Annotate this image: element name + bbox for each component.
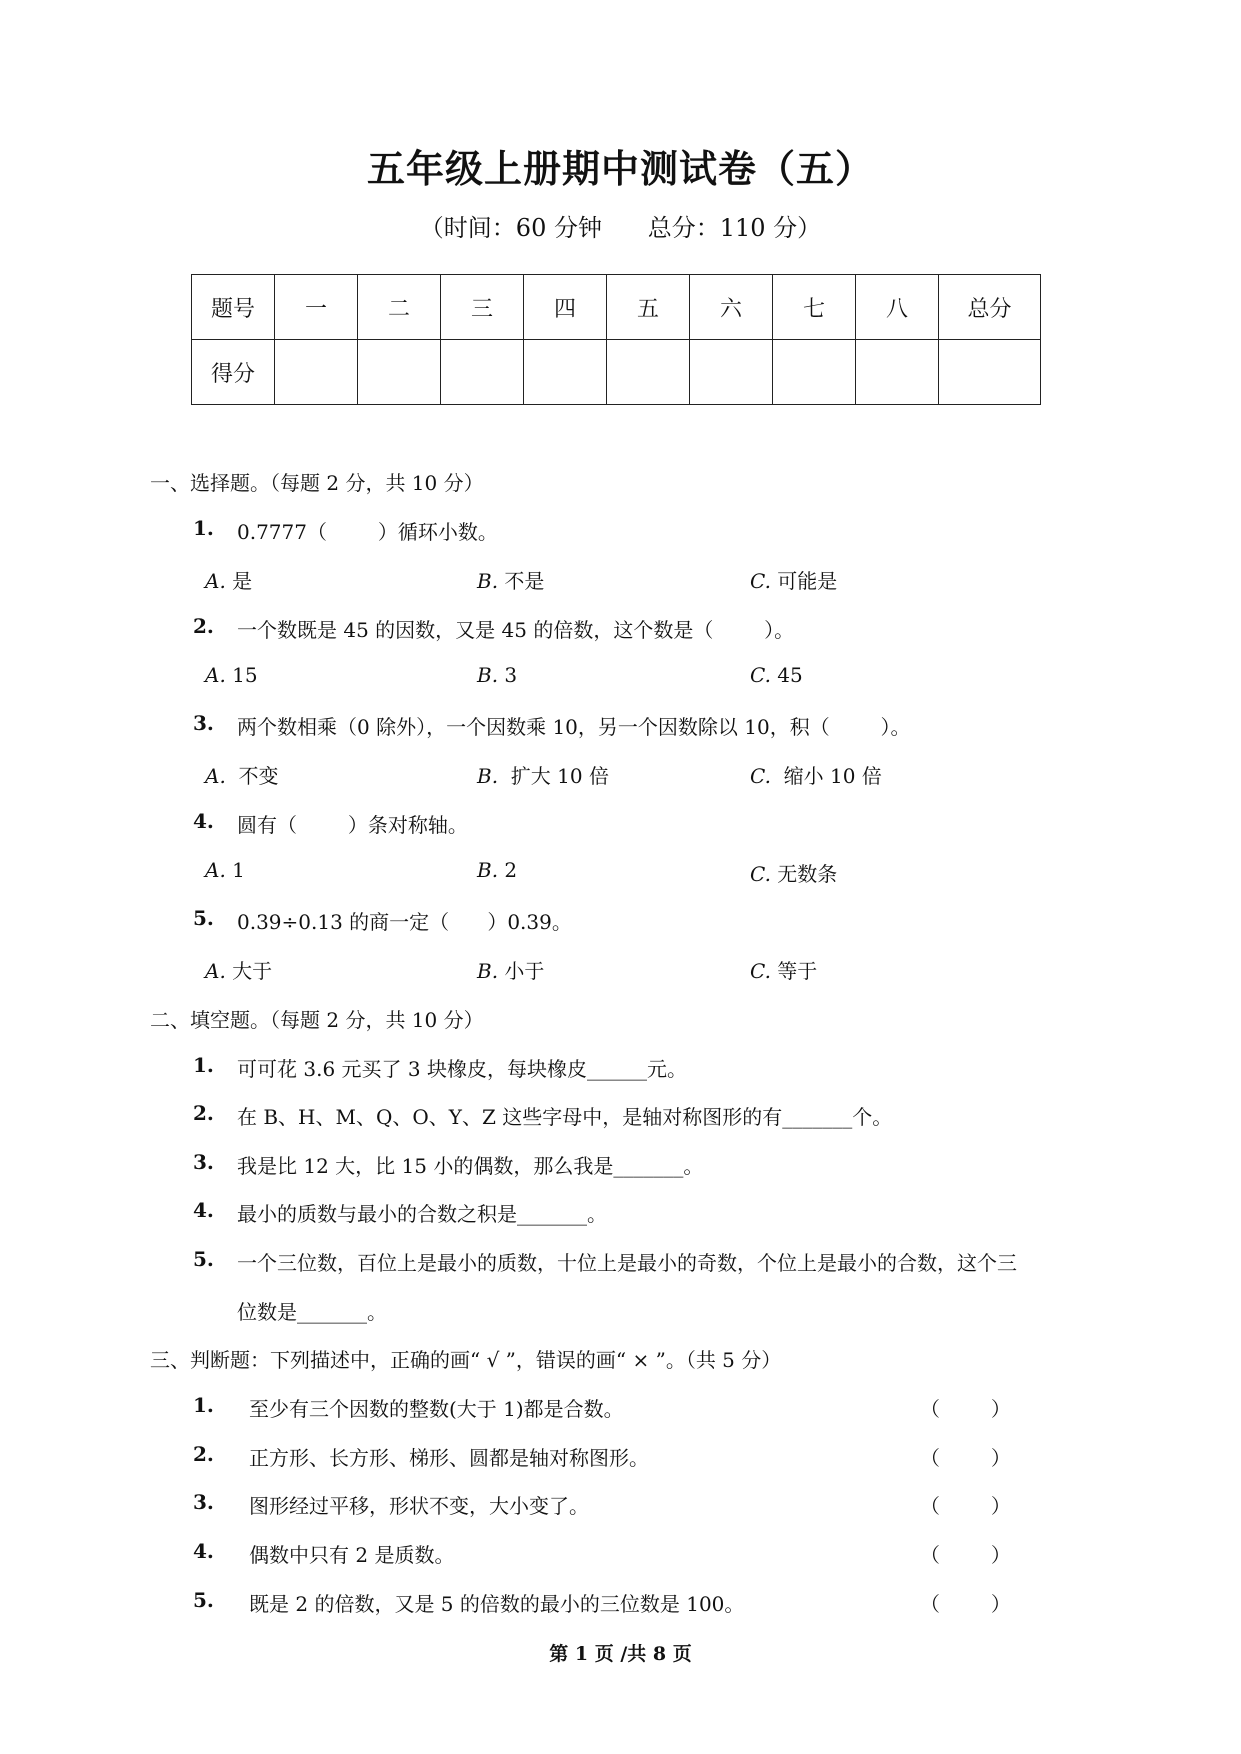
- question-text: 既是 2 的倍数，又是 5 的倍数的最小的三位数是 100。: [249, 1592, 745, 1616]
- section-heading: 三、判断题：下列描述中，正确的画“ √ ”，错误的画“ × ”。（共 5 分）: [150, 1348, 782, 1372]
- score-cell[interactable]: [939, 340, 1041, 405]
- answer-parentheses[interactable]: （ ）: [920, 1494, 1011, 1518]
- table-cell: 八: [856, 275, 939, 340]
- option-a[interactable]: A. 大于: [205, 959, 273, 983]
- question-text: 偶数中只有 2 是质数。: [249, 1543, 455, 1567]
- table-cell: 五: [607, 275, 690, 340]
- option-b[interactable]: B. 小于: [477, 959, 545, 983]
- question-text: 0.39÷0.13 的商一定（ ）0.39。: [237, 910, 572, 934]
- table-cell: 四: [524, 275, 607, 340]
- table-cell: 题号: [192, 275, 275, 340]
- question-text-continued: 位数是_______。: [237, 1300, 387, 1324]
- answer-parentheses[interactable]: （ ）: [920, 1543, 1011, 1567]
- question-number: 1.: [193, 1053, 214, 1077]
- section-heading: 二、填空题。（每题 2 分，共 10 分）: [150, 1008, 484, 1032]
- question-text: 最小的质数与最小的合数之积是_______。: [237, 1202, 607, 1226]
- question-text: 两个数相乘（0 除外），一个因数乘 10，另一个因数除以 10，积（ ）。: [237, 715, 911, 739]
- option-c[interactable]: C. 等于: [750, 959, 818, 983]
- question-number: 1.: [193, 516, 214, 540]
- question-text: 一个三位数，百位上是最小的质数，十位上是最小的奇数，个位上是最小的合数，这个三: [237, 1251, 1017, 1275]
- option-a[interactable]: A. 15: [205, 663, 258, 687]
- question-text: 正方形、长方形、梯形、圆都是轴对称图形。: [249, 1446, 649, 1470]
- question-text: 在 B、H、M、Q、O、Y、Z 这些字母中，是轴对称图形的有_______个。: [237, 1105, 893, 1129]
- table-cell: 一: [275, 275, 358, 340]
- question-number: 5.: [193, 1588, 214, 1612]
- score-cell[interactable]: [358, 340, 441, 405]
- question-number: 3.: [193, 711, 214, 735]
- score-cell[interactable]: [524, 340, 607, 405]
- score-cell[interactable]: [773, 340, 856, 405]
- question-text: 圆有（ ）条对称轴。: [237, 813, 468, 837]
- table-cell: 得分: [192, 340, 275, 405]
- table-cell: 总分: [939, 275, 1041, 340]
- option-a[interactable]: A. 是: [205, 569, 253, 593]
- option-b[interactable]: B. 不是: [477, 569, 545, 593]
- question-number: 4.: [193, 1198, 214, 1222]
- table-cell: 七: [773, 275, 856, 340]
- answer-parentheses[interactable]: （ ）: [920, 1592, 1011, 1616]
- question-number: 5.: [193, 906, 214, 930]
- question-text: 至少有三个因数的整数(大于 1)都是合数。: [249, 1397, 624, 1421]
- question-number: 5.: [193, 1247, 214, 1271]
- question-number: 2.: [193, 1101, 214, 1125]
- exam-info: （时间：60 分钟 总分：110 分）: [419, 214, 822, 242]
- score-cell[interactable]: [690, 340, 773, 405]
- question-text: 可可花 3.6 元买了 3 块橡皮，每块橡皮______元。: [237, 1057, 687, 1081]
- page-title: 五年级上册期中测试卷（五）: [366, 147, 874, 191]
- question-number: 3.: [193, 1490, 214, 1514]
- table-cell: 三: [441, 275, 524, 340]
- score-cell[interactable]: [275, 340, 358, 405]
- option-c[interactable]: C. 缩小 10 倍: [750, 764, 882, 788]
- question-number: 1.: [193, 1393, 214, 1417]
- option-b[interactable]: B. 扩大 10 倍: [477, 764, 609, 788]
- option-c[interactable]: C. 可能是: [750, 569, 838, 593]
- question-text: 0.7777（ ）循环小数。: [237, 520, 498, 544]
- option-b[interactable]: B. 2: [477, 858, 518, 882]
- score-table-header-row: [192, 275, 1041, 340]
- answer-parentheses[interactable]: （ ）: [920, 1446, 1011, 1470]
- question-number: 2.: [193, 1442, 214, 1466]
- section-heading: 一、选择题。（每题 2 分，共 10 分）: [150, 471, 484, 495]
- question-number: 2.: [193, 614, 214, 638]
- score-cell[interactable]: [441, 340, 524, 405]
- option-c[interactable]: C. 45: [750, 663, 803, 687]
- score-cell[interactable]: [856, 340, 939, 405]
- option-b[interactable]: B. 3: [477, 663, 518, 687]
- question-text: 图形经过平移，形状不变，大小变了。: [249, 1494, 589, 1518]
- score-table-score-row: [192, 340, 1041, 405]
- question-number: 4.: [193, 1539, 214, 1563]
- table-cell: 二: [358, 275, 441, 340]
- option-a[interactable]: A. 不变: [205, 764, 279, 788]
- score-table: [191, 274, 1041, 405]
- option-a[interactable]: A. 1: [205, 858, 245, 882]
- answer-parentheses[interactable]: （ ）: [920, 1397, 1011, 1421]
- table-cell: 六: [690, 275, 773, 340]
- score-cell[interactable]: [607, 340, 690, 405]
- question-number: 3.: [193, 1150, 214, 1174]
- option-c[interactable]: C. 无数条: [750, 862, 838, 886]
- question-number: 4.: [193, 809, 214, 833]
- question-text: 一个数既是 45 的因数，又是 45 的倍数，这个数是（ ）。: [237, 618, 795, 642]
- page-footer: 第 1 页 /共 8 页: [549, 1643, 692, 1665]
- question-text: 我是比 12 大，比 15 小的偶数，那么我是_______。: [237, 1154, 704, 1178]
